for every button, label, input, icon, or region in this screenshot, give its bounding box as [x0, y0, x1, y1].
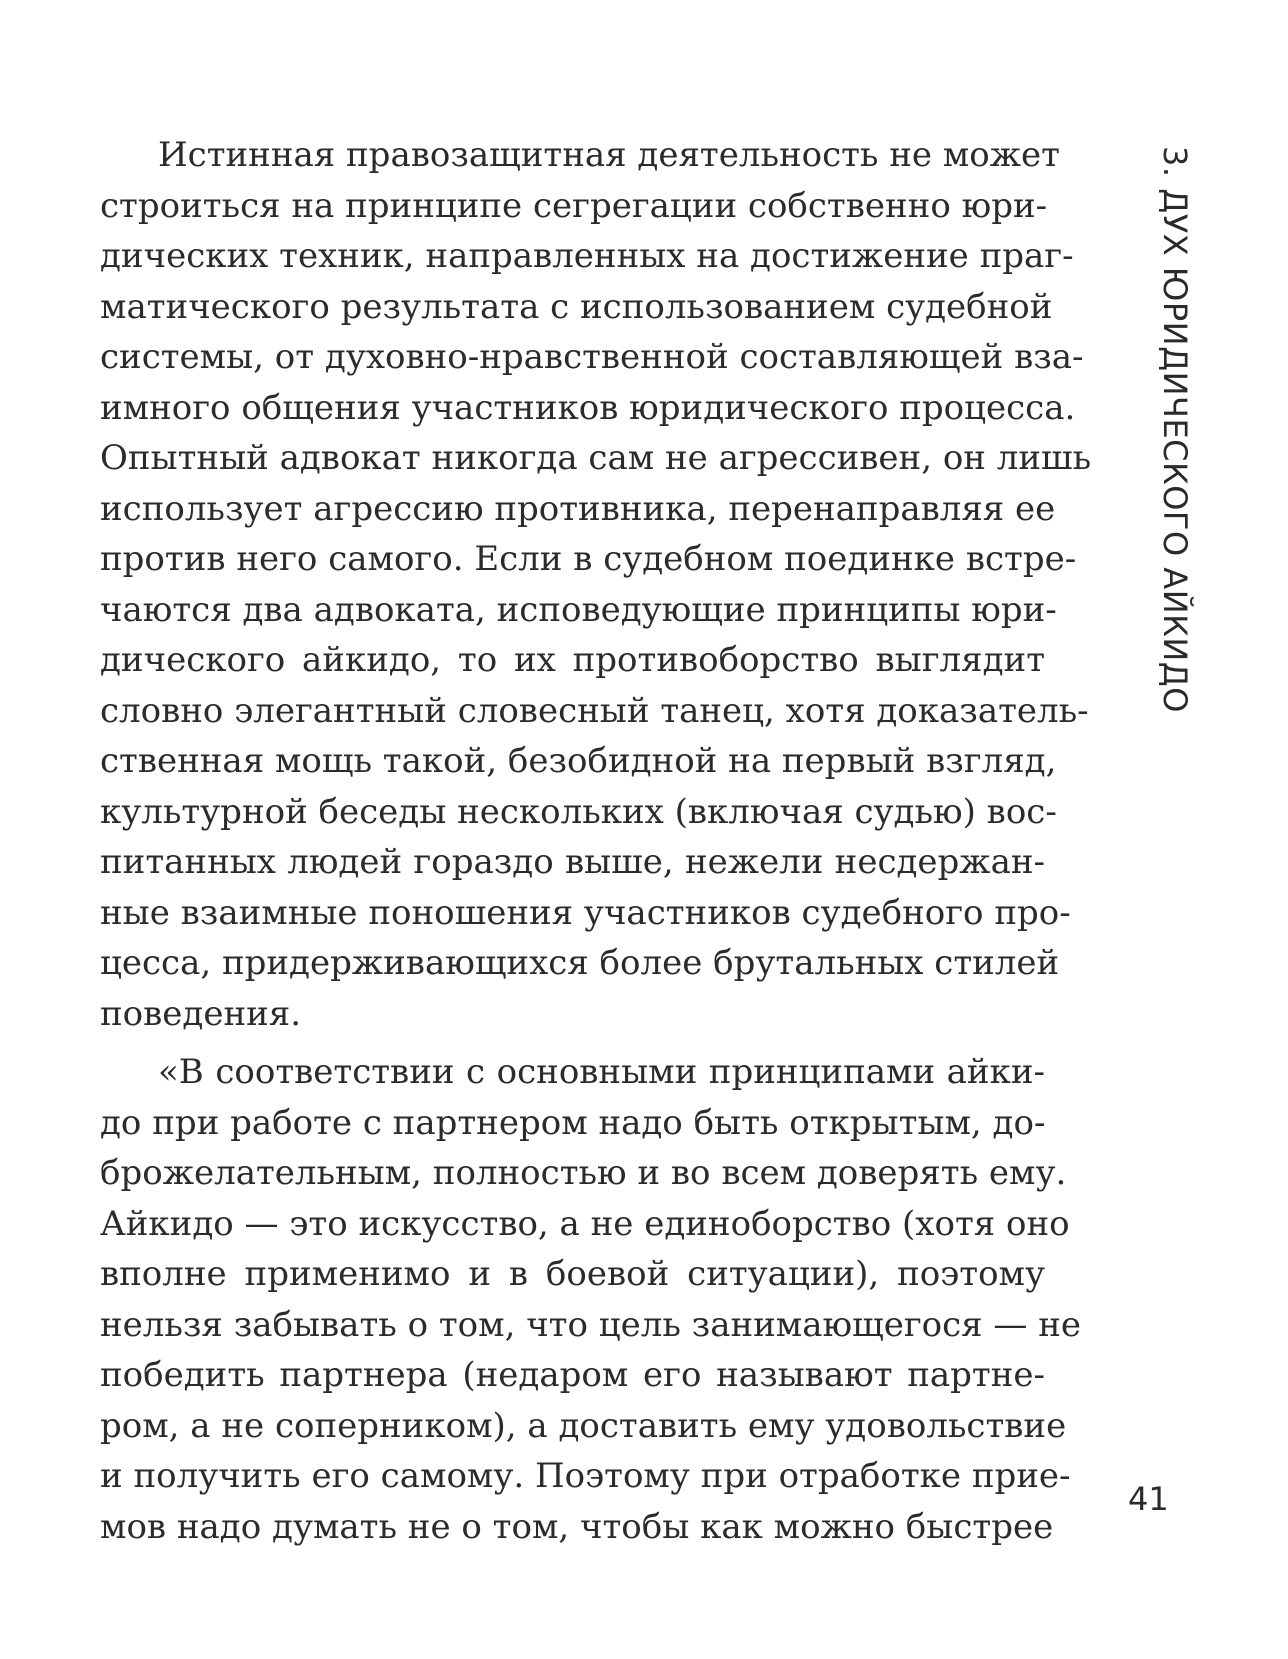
text-line: «В соответствии с основными принципами айки- [158, 1052, 1045, 1092]
body-text [100, 130, 1092, 1552]
text-line: системы, от духовно-нравственной составляющей вза- [100, 337, 1084, 377]
text-line: ные взаимные поношения участников судебного про- [100, 892, 1071, 933]
text-line: брожелательным, полностью и во всем доверять ему. [100, 1153, 1067, 1193]
paragraph-2 [100, 1047, 1082, 1552]
text-line: до при работе с партнером надо быть открытым, до- [100, 1102, 1046, 1143]
text-line: ственная мощь такой, безобидной на первый взгляд, [100, 741, 1057, 781]
text-line: победить партнера (недаром его называют партне- [100, 1355, 1045, 1395]
text-line: питанных людей гораздо выше, нежели несдержан- [100, 842, 1045, 882]
text-line: мов надо думать не о том, чтобы как можно быстрее [100, 1506, 1054, 1547]
page-number: 41 [1128, 1480, 1169, 1518]
text-line: дических техник, направленных на достижение праг- [100, 236, 1074, 276]
text-line: Опытный адвокат никогда сам не агрессивен, он лишь [100, 438, 1092, 478]
paragraph-1 [100, 130, 1092, 1039]
text-line: ром, а не соперником), а доставить ему удовольствие [100, 1405, 1067, 1446]
text-line: строиться на принципе сегрегации собственно юри- [100, 185, 1048, 226]
text-line: имного общения участников юридического процесса. [100, 387, 1076, 428]
text-line: Истинная правозащитная деятельность не может [158, 135, 1060, 175]
text-line: поведения. [100, 993, 302, 1034]
text-line: против него самого. Если в судебном поединке встре- [100, 539, 1077, 579]
paragraph-spacer [100, 1039, 1045, 1047]
text-line: и получить его самому. Поэтому при отработке прие- [100, 1456, 1071, 1496]
text-line: цесса, придерживающихся более брутальных стилей [100, 943, 1060, 983]
text-line: словно элегантный словесный танец, хотя доказатель- [100, 690, 1089, 731]
text-line: культурной беседы нескольких (включая судью) вос- [100, 791, 1057, 832]
text-line: матического результата с использованием судебной [100, 286, 1053, 327]
text-line: использует агрессию противника, перенаправляя ее [100, 488, 1056, 529]
text-line: чаются два адвоката, исповедующие принципы юри- [100, 589, 1057, 630]
text-line: вполне применимо и в боевой ситуации), поэтому [100, 1254, 1045, 1294]
running-head: 3. ДУХ ЮРИДИЧЕСКОГО АЙКИДО [1156, 146, 1194, 713]
text-line: дического айкидо, то их противоборство выглядит [100, 640, 1045, 680]
text-line: нельзя забывать о том, что цель занимающегося — не [100, 1304, 1082, 1345]
text-line: Айкидо — это искусство, а не единоборство (хотя оно [100, 1203, 1070, 1244]
